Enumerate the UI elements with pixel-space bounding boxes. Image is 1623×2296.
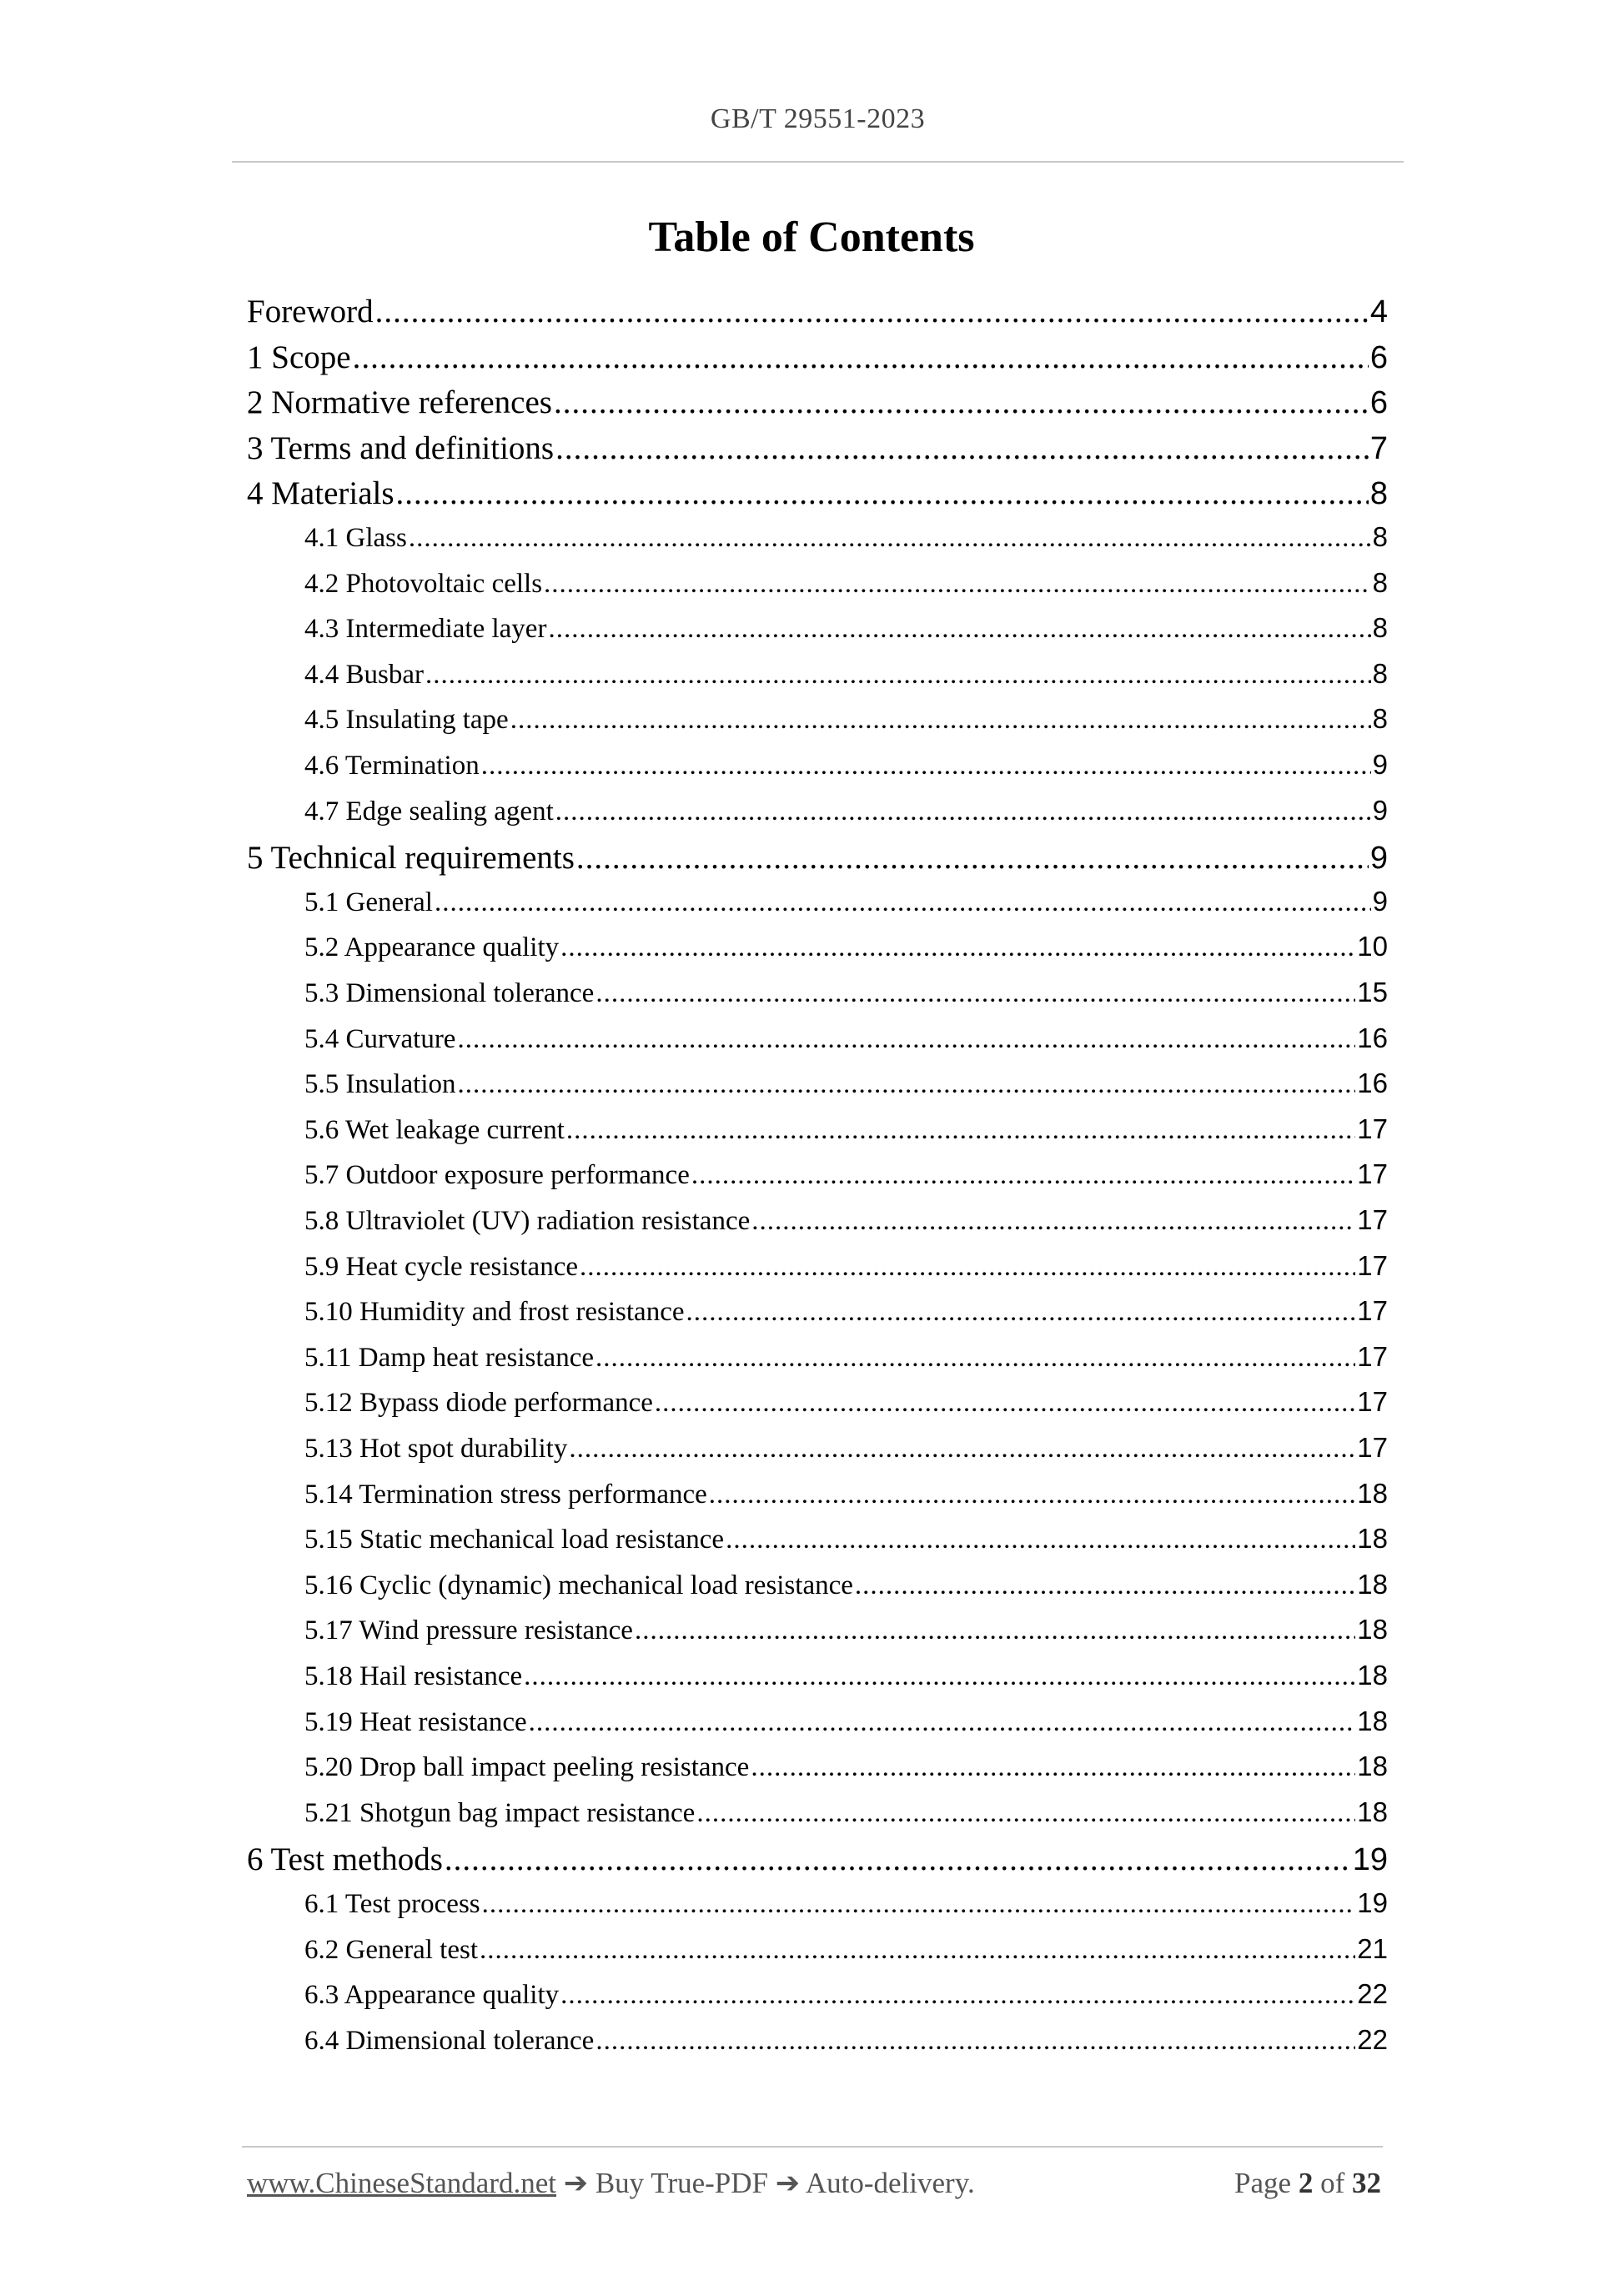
toc-entry-page-number: 18 (1357, 1705, 1388, 1736)
toc-entry-label: 5.19 Heat resistance (304, 1706, 527, 1737)
toc-dot-leader (580, 1252, 1355, 1284)
toc-entry[interactable] (304, 1341, 1388, 1374)
footer-divider (242, 2146, 1383, 2148)
toc-dot-leader (529, 1707, 1356, 1739)
toc-dot-leader (709, 1480, 1356, 1511)
toc-dot-leader (524, 1661, 1355, 1693)
toc-entry-page-number: 17 (1357, 1432, 1388, 1463)
toc-entry-label: 4.5 Insulating tape (304, 705, 509, 736)
toc-entry[interactable] (304, 1158, 1388, 1192)
toc-entry-label: 4.2 Photovoltaic cells (304, 568, 543, 599)
toc-entry-page-number: 19 (1357, 1887, 1388, 1918)
toc-dot-leader (560, 932, 1355, 964)
toc-entry-page-number: 8 (1372, 612, 1388, 644)
toc-entry-page-number: 18 (1357, 1477, 1388, 1509)
toc-entry-page-number: 8 (1372, 566, 1388, 598)
total-page-number: 32 (1352, 2167, 1381, 2199)
toc-dot-leader (480, 1935, 1355, 1967)
toc-dot-leader (696, 1798, 1355, 1830)
toc-dot-leader (555, 796, 1371, 828)
toc-entry[interactable] (247, 430, 1388, 468)
toc-entry[interactable] (247, 294, 1388, 331)
toc-dot-leader (635, 1615, 1355, 1647)
toc-entry-page-number: 9 (1372, 885, 1388, 917)
toc-entry-label: 5.17 Wind pressure resistance (304, 1615, 633, 1646)
toc-entry-label: 4.7 Edge sealing agent (304, 796, 554, 826)
toc-entry-label: 5.4 Curvature (304, 1023, 456, 1054)
toc-entry-label: 5 Technical requirements (247, 840, 575, 877)
toc-entry-label: 4.1 Glass (304, 523, 407, 553)
toc-entry-label: 5.1 General (304, 887, 433, 917)
toc-entry-label: 6.4 Dimensional tolerance (304, 2025, 595, 2056)
toc-entry-page-number: 17 (1357, 1386, 1388, 1418)
toc-entry[interactable] (304, 612, 1388, 646)
toc-dot-leader (445, 1841, 1351, 1879)
toc-entry[interactable] (304, 521, 1388, 555)
toc-dot-leader (375, 294, 1369, 331)
site-link[interactable]: www.ChineseStandard.net (247, 2167, 556, 2199)
toc-entry-page-number: 22 (1357, 2023, 1388, 2055)
toc-entry-page-number: 18 (1357, 1614, 1388, 1645)
toc-entry[interactable] (304, 1432, 1388, 1465)
toc-entry-label: 5.20 Drop ball impact peeling resistance (304, 1752, 750, 1783)
toc-entry[interactable] (304, 1569, 1388, 1602)
toc-entry[interactable] (304, 2024, 1388, 2057)
toc-entry-page-number: 18 (1357, 1568, 1388, 1600)
toc-entry-label: 5.7 Outdoor exposure performance (304, 1160, 690, 1191)
toc-entry-page-number: 22 (1357, 1978, 1388, 2010)
toc-entry[interactable] (304, 703, 1388, 736)
toc-dot-leader (566, 1115, 1355, 1147)
toc-entry[interactable] (304, 977, 1388, 1010)
running-header: GB/T 29551-2023 (710, 103, 926, 134)
current-page-number: 2 (1298, 2167, 1314, 2199)
toc-entry[interactable] (304, 1204, 1388, 1238)
toc-entry-page-number: 6 (1369, 339, 1388, 375)
toc-dot-leader (396, 475, 1369, 513)
toc-entry[interactable] (247, 475, 1388, 513)
toc-dot-leader (855, 1570, 1355, 1602)
toc-entry[interactable] (304, 1113, 1388, 1147)
toc-entry-page-number: 9 (1372, 749, 1388, 780)
toc-dot-leader (548, 614, 1370, 646)
toc-entry-label: 6 Test methods (247, 1841, 443, 1878)
toc-dot-leader (751, 1752, 1355, 1784)
toc-entry[interactable] (304, 931, 1388, 964)
toc-entry-label: 5.14 Termination stress performance (304, 1479, 707, 1510)
toc-dot-leader (435, 887, 1371, 919)
toc-dot-leader (457, 1024, 1355, 1056)
toc-entry-label: 5.18 Hail resistance (304, 1661, 523, 1691)
toc-entry-page-number: 15 (1357, 977, 1388, 1007)
toc-entry-page-number: 8 (1372, 521, 1388, 552)
toc-dot-leader (726, 1525, 1355, 1556)
toc-entry[interactable] (304, 1706, 1388, 1739)
toc-dot-leader (457, 1069, 1355, 1101)
toc-dot-leader (686, 1297, 1356, 1329)
footer-tagline: ➔ Buy True-PDF ➔ Auto-delivery. (556, 2167, 975, 2199)
toc-entry-label: 5.9 Heat cycle resistance (304, 1251, 579, 1282)
toc-entry-page-number: 16 (1357, 1022, 1388, 1053)
toc-entry-page-number: 8 (1372, 703, 1388, 735)
toc-entry-label: 5.12 Bypass diode performance (304, 1388, 653, 1419)
toc-entry-page-number: 18 (1357, 1523, 1388, 1555)
toc-entry-page-number: 21 (1357, 1932, 1388, 1964)
toc-dot-leader (544, 569, 1371, 600)
toc-entry-label: 1 Scope (247, 339, 351, 375)
toc-entry-label: 5.21 Shotgun bag impact resistance (304, 1797, 696, 1828)
toc-entry-label: 5.15 Static mechanical load resistance (304, 1525, 725, 1555)
toc-dot-leader (576, 840, 1369, 877)
toc-entry-page-number: 18 (1357, 1751, 1388, 1782)
toc-entry[interactable] (304, 749, 1388, 782)
toc-entry-label: 4 Materials (247, 475, 394, 512)
toc-entry-page-number: 4 (1369, 294, 1388, 329)
toc-entry[interactable] (247, 1841, 1388, 1879)
toc-entry-label: 5.10 Humidity and frost resistance (304, 1297, 685, 1328)
toc-entry[interactable] (304, 886, 1388, 919)
toc-entry-label: 4.6 Termination (304, 751, 480, 781)
toc-entry-page-number: 18 (1357, 1660, 1388, 1691)
toc-dot-leader (560, 1980, 1355, 2012)
toc-entry[interactable] (304, 1022, 1388, 1056)
toc-dot-leader (655, 1388, 1355, 1419)
toc-dot-leader (751, 1206, 1355, 1238)
toc-dot-leader (425, 660, 1371, 691)
toc-entry[interactable] (304, 1796, 1388, 1830)
toc-dot-leader (569, 1434, 1355, 1465)
toc-entry-page-number: 8 (1369, 476, 1388, 512)
toc-entry-label: 5.2 Appearance quality (304, 932, 560, 963)
toc-entry-page-number: 17 (1357, 1295, 1388, 1327)
toc-entry[interactable] (304, 1614, 1388, 1647)
toc-entry[interactable] (304, 1386, 1388, 1419)
toc-entry-label: 5.3 Dimensional tolerance (304, 978, 595, 1008)
toc-entry[interactable] (304, 1978, 1388, 2012)
toc-dot-leader (554, 384, 1369, 422)
toc-entry[interactable] (304, 795, 1388, 828)
toc-entry-label: 3 Terms and definitions (247, 430, 555, 466)
toc-entry[interactable] (304, 658, 1388, 691)
toc-entry-label: 6.2 General test (304, 1934, 479, 1965)
toc-entry-label: Foreword (247, 294, 374, 329)
toc-entry-label: 5.13 Hot spot durability (304, 1434, 568, 1464)
toc-entry[interactable] (304, 567, 1388, 600)
toc-entry-page-number: 17 (1357, 1204, 1388, 1235)
toc-dot-leader (409, 523, 1371, 555)
toc-entry-label: 4.4 Busbar (304, 659, 424, 690)
toc-entry-page-number: 19 (1352, 1842, 1388, 1878)
toc-entry[interactable] (304, 1660, 1388, 1693)
toc-entry-page-number: 10 (1357, 931, 1388, 962)
toc-entry[interactable] (304, 1887, 1388, 1921)
toc-entry[interactable] (304, 1250, 1388, 1284)
toc-entry-label: 5.8 Ultraviolet (UV) radiation resistance (304, 1206, 751, 1236)
toc-entry-page-number: 16 (1357, 1068, 1388, 1099)
toc-entry-label: 5.5 Insulation (304, 1069, 456, 1100)
toc-entry-page-number: 17 (1357, 1158, 1388, 1190)
toc-entry[interactable] (247, 339, 1388, 377)
toc-dot-leader (555, 430, 1369, 468)
toc-entry-page-number: 6 (1369, 385, 1388, 421)
toc-dot-leader (353, 339, 1369, 377)
page-footer (247, 2167, 1381, 2200)
toc-entry[interactable] (304, 1295, 1388, 1329)
toc-entry-page-number: 17 (1357, 1113, 1388, 1144)
toc-entry-page-number: 7 (1369, 430, 1388, 466)
toc-entry[interactable] (247, 384, 1388, 422)
toc-entry-label: 5.11 Damp heat resistance (304, 1342, 594, 1373)
toc-dot-leader (691, 1160, 1355, 1192)
toc-dot-leader (482, 1889, 1356, 1921)
toc-entry-page-number: 18 (1357, 1796, 1388, 1827)
toc-dot-leader (595, 2026, 1355, 2057)
toc-dot-leader (595, 1343, 1355, 1374)
toc-dot-leader (595, 978, 1355, 1010)
toc-entry-label: 5.16 Cyclic (dynamic) mechanical load resistance (304, 1570, 853, 1600)
of-word: of (1320, 2167, 1345, 2199)
toc-entry-page-number: 17 (1357, 1249, 1388, 1281)
toc-entry-page-number: 8 (1372, 657, 1388, 689)
page-word: Page (1234, 2167, 1292, 2199)
page-counter (1234, 2167, 1381, 2200)
toc-dot-leader (510, 705, 1371, 736)
toc-entry[interactable] (304, 1478, 1388, 1511)
toc-entry-label: 5.6 Wet leakage current (304, 1114, 565, 1145)
toc-entry-page-number: 17 (1357, 1340, 1388, 1372)
toc-dot-leader (481, 751, 1371, 782)
footer-promo (247, 2167, 975, 2200)
toc-entry-label: 6.1 Test process (304, 1889, 480, 1919)
toc-entry[interactable] (304, 1068, 1388, 1101)
page-title: Table of Contents (648, 214, 975, 261)
toc-entry[interactable] (304, 1523, 1388, 1556)
toc-entry[interactable] (304, 1751, 1388, 1784)
toc-entry-page-number: 9 (1372, 794, 1388, 826)
toc-entry-label: 2 Normative references (247, 384, 552, 421)
toc-entry-page-number: 9 (1369, 841, 1388, 877)
toc-entry[interactable] (304, 1933, 1388, 1967)
toc-entry-label: 4.3 Intermediate layer (304, 614, 547, 645)
toc-entry[interactable] (247, 840, 1388, 877)
toc-entry-label: 6.3 Appearance quality (304, 1980, 560, 2011)
